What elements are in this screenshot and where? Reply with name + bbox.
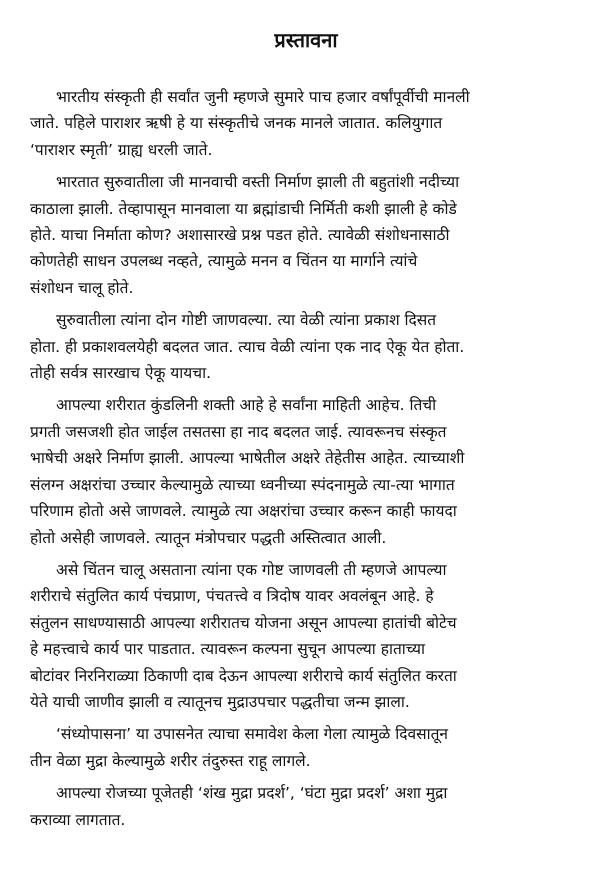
paragraph — [30, 84, 582, 163]
text-line: शरीराचे संतुलित कार्य पंचप्राण, पंचतत्त्वे व त्रिदोष यावर अवलंबून आहे. हे — [30, 587, 434, 606]
text-line: येते याची जाणीव झाली व त्यातूनच मुद्राउपचार पद्धतीचा जन्म झाला. — [30, 692, 410, 711]
text-line: असे चिंतन चालू असताना त्यांना एक गोष्ट जाणवली ती म्हणजे आपल्या — [56, 560, 447, 579]
text-line: होता. ही प्रकाशवलयेही बदलत जात. त्याच वेळी त्यांना एक नाद ऐकू येत होता. — [30, 337, 465, 356]
paragraph — [30, 169, 582, 301]
text-line: होते. याचा निर्माता कोण? अशासारखे प्रश्न पडत होते. त्यावेळी संशोधनासाठी — [30, 226, 450, 245]
text-line: आपल्या शरीरात कुंडलिनी शक्ती आहे हे सर्वांना माहिती आहेच. तिची — [56, 396, 437, 415]
text-line: जाते. पहिले पाराशर ऋषी हे या संस्कृतीचे जनक मानले जातात. कलियुगात — [30, 114, 443, 133]
text-line: भाषेची अक्षरे निर्माण झाली. आपल्या भाषेतील अक्षरे तेहेतीस आहेत. त्याच्याशी — [30, 449, 465, 468]
text-line: आपल्या रोजच्या पूजेतही ‘शंख मुद्रा प्रदर्श’, ‘घंटा मुद्रा प्रदर्श’ अशा मुद्रा — [56, 784, 448, 803]
text-line: कराव्या लागतात. — [30, 810, 126, 829]
text-line: ‘संध्योपासना’ या उपासनेत त्याचा समावेश केला गेला त्यामुळे दिवसातून — [56, 725, 449, 744]
text-line: काठाला झाली. तेव्हापासून मानवाला या ब्रह्मांडाची निर्मिती कशी झाली हे कोडे — [30, 199, 457, 218]
paragraph — [30, 392, 582, 550]
text-line: संशोधन चालू होते. — [30, 278, 134, 297]
paragraph — [30, 780, 582, 833]
body-text — [30, 84, 582, 833]
text-line: परिणाम होतो असे जाणवले. त्यामुळे त्या अक्षरांचा उच्चार करून काही फायदा — [30, 502, 457, 521]
text-line: भारतीय संस्कृती ही सर्वांत जुनी म्हणजे सुमारे पाच हजार वर्षांपूर्वीची मानली — [56, 88, 470, 106]
text-line: भारतात सुरुवातीला जी मानवाची वस्ती निर्माण झाली ती बहुतांशी नदीच्या — [56, 173, 460, 192]
text-line: संलग्न अक्षरांचा उच्चार केल्यामुळे त्याच्या ध्वनीच्या स्पंदनामुळे त्या-त्या भागात — [30, 475, 455, 494]
text-line: ‘पाराशर स्मृती’ ग्राह्य धरली जाते. — [30, 140, 213, 159]
text-line: सुरुवातीला त्यांना दोन गोष्टी जाणवल्या. त्या वेळी त्यांना प्रकाश दिसत — [56, 311, 437, 330]
text-line: बोटांवर निरनिराळ्या ठिकाणी दाब देऊन आपल्या शरीराचे कार्य संतुलित करता — [30, 666, 457, 685]
text-line: होतो असेही जाणवले. त्यातून मंत्रोपचार पद्धती अस्तित्वात आली. — [30, 528, 387, 547]
text-line: प्रगती जसजशी होत जाईल तसतसा हा नाद बदलत जाई. त्यावरूनच संस्कृत — [30, 422, 447, 441]
text-line: संतुलन साधण्यासाठी आपल्या शरीरातच योजना असून आपल्या हातांची बोटेच — [30, 613, 457, 632]
paragraph — [30, 721, 582, 774]
page-title: प्रस्तावना — [274, 28, 338, 52]
paragraph — [30, 307, 582, 386]
text-line: कोणतेही साधन उपलब्ध नव्हते, त्यामुळे मनन व चिंतन या मार्गाने त्यांचे — [30, 252, 418, 271]
text-line: हे महत्त्वाचे कार्य पार पाडतात. त्यावरून कल्पना सुचून आपल्या हाताच्या — [30, 640, 425, 659]
paragraph — [30, 557, 582, 715]
text-line: तीन वेळा मुद्रा केल्यामुळे शरीर तंदुरुस्त राहू लागले. — [30, 751, 311, 770]
text-line: तोही सर्वत्र सारखाच ऐकू यायचा. — [30, 364, 212, 383]
